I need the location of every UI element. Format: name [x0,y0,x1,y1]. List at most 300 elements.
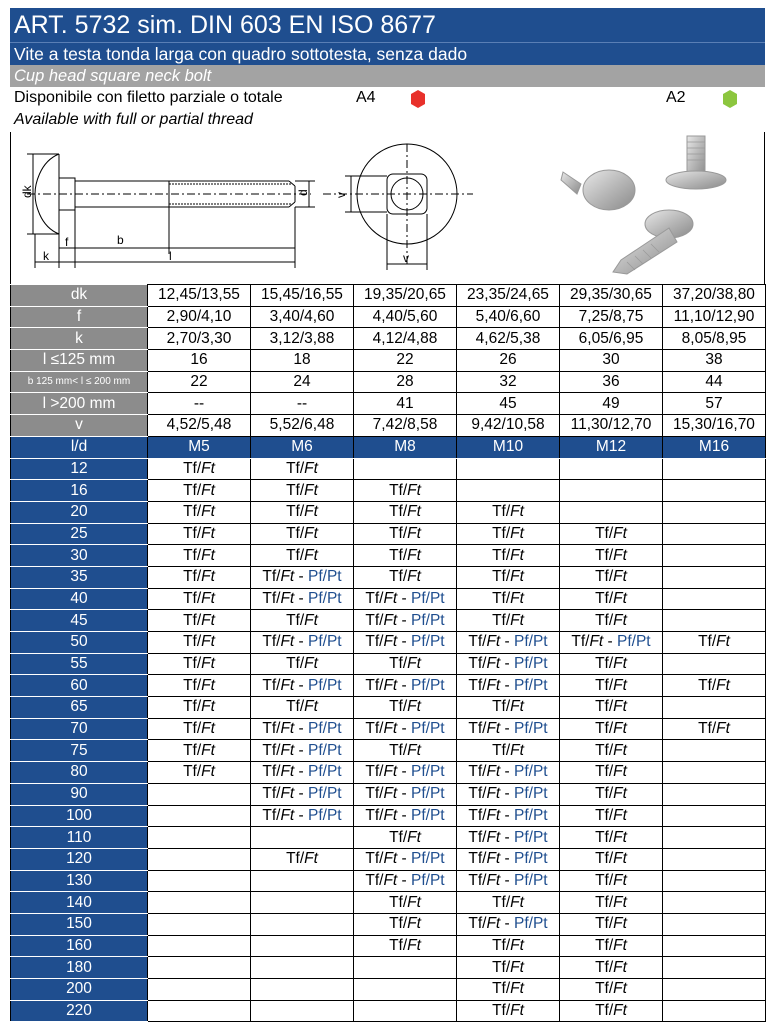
thread-separator: - [294,589,309,607]
availability-cell [354,458,457,480]
thread-separator: - [397,785,412,803]
availability-cell [251,740,354,762]
dimension-value: 15,45/16,55 [251,285,354,307]
thread-full-code: Tf/ [286,850,305,868]
thread-partial-code: Pf/Pt [411,806,445,824]
availability-cell [148,805,251,827]
availability-cell [663,718,766,740]
dimension-value: 32 [457,371,560,393]
thread-full-code: Tf/ [595,850,614,868]
dimension-value: 26 [457,350,560,372]
thread-full-code-italic: Ft [280,676,295,694]
length-row [11,870,766,892]
availability-cell [663,480,766,502]
availability-cell [457,783,560,805]
length-row [11,740,766,762]
thread-full-code-italic: Ft [280,720,295,738]
dimension-label: k [11,328,148,350]
thread-full-code: Tf/ [286,503,305,521]
availability-cell [251,935,354,957]
thread-full-code: Tf/ [183,589,202,607]
dimension-value: 4,12/4,88 [354,328,457,350]
availability-cell [457,935,560,957]
thread-separator: - [500,828,515,846]
availability-cell [251,653,354,675]
thread-full-code: Tf/ [389,503,408,521]
availability-cell [457,913,560,935]
thread-separator: - [500,633,515,651]
thread-full-code-italic: Ft [589,633,604,651]
length-label: 65 [11,697,148,719]
thread-partial-code: Pf/Pt [514,655,548,673]
thread-full-code-italic: Ft [407,503,421,521]
availability-cell [251,523,354,545]
availability-cell [251,979,354,1001]
dim-dk-label: dk [20,185,34,198]
availability-cell [251,827,354,849]
thread-full-code: Tf/ [286,524,305,542]
thread-full-code: Tf/ [389,936,408,954]
grade-a2-label: A2 [666,89,686,106]
thread-full-code: Tf/ [595,893,614,911]
thread-separator: - [294,741,309,759]
thread-full-code-italic: Ft [304,503,318,521]
thread-full-code: Tf/ [595,958,614,976]
thread-full-code-italic: Ft [613,546,627,564]
thread-separator: - [397,806,412,824]
availability-cell [663,957,766,979]
availability-cell [560,653,663,675]
length-row [11,632,766,654]
availability-cell [251,957,354,979]
thread-full-code: Tf/ [595,698,614,716]
availability-cell [663,740,766,762]
availability-cell [251,458,354,480]
thread-separator: - [500,676,515,694]
thread-full-code: Tf/ [389,524,408,542]
availability-cell [560,458,663,480]
availability-cell [148,740,251,762]
availability-cell [148,675,251,697]
dimension-value: 44 [663,371,766,393]
thread-full-code: Tf/ [262,741,281,759]
thread-full-code: Tf/ [365,871,384,889]
availability-cell [148,653,251,675]
thread-full-code-italic: Ft [613,568,627,586]
thread-full-code: Tf/ [262,589,281,607]
thread-full-code-italic: Ft [613,915,627,933]
length-label: 80 [11,762,148,784]
length-label: 120 [11,848,148,870]
availability-cell [354,480,457,502]
thread-partial-code: Pf/Pt [411,589,445,607]
thread-full-code-italic: Ft [716,633,730,651]
availability-cell [457,480,560,502]
thread-full-code-italic: Ft [407,481,421,499]
thread-partial-code: Pf/Pt [308,785,342,803]
thread-full-code: Tf/ [595,589,614,607]
thread-full-code-italic: Ft [613,524,627,542]
thread-partial-code: Pf/Pt [308,741,342,759]
dimension-value: 28 [354,371,457,393]
length-label: 12 [11,458,148,480]
availability-cell [148,979,251,1001]
thread-partial-code: Pf/Pt [308,720,342,738]
length-label: 90 [11,783,148,805]
availability-cell [457,827,560,849]
availability-cell [148,1000,251,1022]
availability-cell [663,935,766,957]
thread-full-code: Tf/ [365,785,384,803]
availability-italian: Disponibile con filetto parziale o totale [14,89,283,106]
thread-full-code-italic: Ft [201,481,215,499]
thread-partial-code: Pf/Pt [411,676,445,694]
availability-cell [663,458,766,480]
thread-full-code-italic: Ft [613,806,627,824]
thread-partial-code: Pf/Pt [308,568,342,586]
availability-cell [354,762,457,784]
dimension-value: 38 [663,350,766,372]
thread-full-code-italic: Ft [613,785,627,803]
availability-cell [560,545,663,567]
thread-full-code-italic: Ft [201,720,215,738]
thread-full-code-italic: Ft [383,763,398,781]
thread-full-code-italic: Ft [304,546,318,564]
availability-cell [148,913,251,935]
availability-cell [251,610,354,632]
availability-cell [148,501,251,523]
thread-full-code: Tf/ [468,828,487,846]
availability-cell [148,697,251,719]
availability-cell [560,979,663,1001]
availability-cell [354,566,457,588]
length-row [11,718,766,740]
thread-full-code-italic: Ft [383,611,398,629]
thread-full-code: Tf/ [389,546,408,564]
availability-cell [457,675,560,697]
dimension-value: 29,35/30,65 [560,285,663,307]
thread-partial-code: Pf/Pt [411,633,445,651]
availability-cell [663,697,766,719]
length-label: 180 [11,957,148,979]
availability-cell [457,805,560,827]
availability-cell [354,848,457,870]
dimension-label: dk [11,285,148,307]
availability-cell [663,610,766,632]
dimension-value: -- [148,393,251,415]
thread-partial-code: Pf/Pt [514,763,548,781]
size-header-row [11,436,766,458]
dimension-value: 7,25/8,75 [560,306,663,328]
subtitle-italian: Vite a testa tonda larga con quadro sottotesta, senza dado [10,42,765,65]
thread-partial-code: Pf/Pt [514,871,548,889]
length-row [11,697,766,719]
thread-full-code-italic: Ft [486,871,501,889]
availability-cell [560,718,663,740]
availability-cell [354,610,457,632]
thread-full-code-italic: Ft [613,589,627,607]
thread-full-code-italic: Ft [280,763,295,781]
availability-cell [560,480,663,502]
availability-cell [354,783,457,805]
availability-cell [663,848,766,870]
thread-full-code: Tf/ [183,611,202,629]
spec-table [10,284,766,1022]
thread-full-code-italic: Ft [383,806,398,824]
availability-english: Available with full or partial thread [14,111,253,128]
end-dim-v-label: v [334,192,348,198]
thread-full-code: Tf/ [595,546,614,564]
thread-full-code-italic: Ft [280,568,295,586]
product-photo [551,132,763,282]
dimension-value: 19,35/20,65 [354,285,457,307]
thread-full-code: Tf/ [595,655,614,673]
availability-cell [251,848,354,870]
thread-full-code: Tf/ [365,806,384,824]
thread-full-code: Tf/ [262,785,281,803]
availability-cell [354,588,457,610]
dimension-value: 3,40/4,60 [251,306,354,328]
length-label: 150 [11,913,148,935]
thread-full-code-italic: Ft [510,958,524,976]
thread-full-code: Tf/ [365,763,384,781]
thread-full-code-italic: Ft [510,568,524,586]
availability-cell [560,523,663,545]
thread-full-code: Tf/ [183,763,202,781]
thread-full-code: Tf/ [492,1002,511,1020]
size-header-m5: M5 [148,436,251,458]
dimension-value: 9,42/10,58 [457,415,560,437]
size-header-m12: M12 [560,436,663,458]
availability-cell [148,762,251,784]
dim-b-label: b [117,233,124,247]
dimension-value: 2,90/4,10 [148,306,251,328]
dimension-value: 24 [251,371,354,393]
thread-separator: - [500,850,515,868]
thread-full-code: Tf/ [389,828,408,846]
availability-cell [354,697,457,719]
availability-cell [251,588,354,610]
availability-cell [251,675,354,697]
thread-full-code-italic: Ft [407,936,421,954]
availability-cell [457,632,560,654]
availability-cell [148,632,251,654]
thread-full-code-italic: Ft [613,741,627,759]
dimension-label: b 125 mm< l ≤ 200 mm [11,371,148,393]
thread-full-code-italic: Ft [510,741,524,759]
thread-full-code-italic: Ft [201,763,215,781]
thread-full-code-italic: Ft [613,958,627,976]
thread-full-code-italic: Ft [486,806,501,824]
thread-full-code: Tf/ [595,611,614,629]
thread-full-code-italic: Ft [510,698,524,716]
dimension-value: 36 [560,371,663,393]
availability-cell [148,870,251,892]
thread-partial-code: Pf/Pt [308,676,342,694]
thread-full-code-italic: Ft [304,481,318,499]
thread-separator: - [397,611,412,629]
thread-full-code-italic: Ft [486,676,501,694]
length-label: 130 [11,870,148,892]
thread-full-code: Tf/ [183,655,202,673]
thread-full-code-italic: Ft [304,459,318,477]
thread-full-code: Tf/ [468,763,487,781]
length-row [11,458,766,480]
length-row [11,653,766,675]
green-hexagon-icon [722,89,738,109]
availability-cell [560,610,663,632]
thread-separator: - [500,785,515,803]
availability-cell [251,480,354,502]
availability-cell [251,870,354,892]
availability-cell [663,588,766,610]
thread-full-code-italic: Ft [486,850,501,868]
thread-full-code-italic: Ft [486,785,501,803]
thread-full-code: Tf/ [595,1002,614,1020]
availability-cell [560,675,663,697]
availability-cell [663,827,766,849]
availability-cell [663,566,766,588]
thread-full-code-italic: Ft [201,589,215,607]
thread-full-code: Tf/ [286,698,305,716]
thread-full-code: Tf/ [389,741,408,759]
availability-cell [354,805,457,827]
thread-full-code-italic: Ft [510,893,524,911]
thread-partial-code: Pf/Pt [411,763,445,781]
availability-cell [663,783,766,805]
length-label: 100 [11,805,148,827]
length-row [11,805,766,827]
thread-full-code-italic: Ft [201,611,215,629]
availability-cell [354,870,457,892]
length-row [11,957,766,979]
thread-separator: - [294,720,309,738]
availability-cell [354,632,457,654]
thread-full-code: Tf/ [183,720,202,738]
thread-full-code: Tf/ [365,850,384,868]
thread-full-code: Tf/ [595,676,614,694]
thread-full-code-italic: Ft [304,698,318,716]
availability-cell [560,762,663,784]
thread-full-code-italic: Ft [280,785,295,803]
thread-full-code: Tf/ [571,633,590,651]
availability-cell [148,588,251,610]
availability-cell [663,653,766,675]
availability-cell [663,892,766,914]
thread-full-code-italic: Ft [383,720,398,738]
availability-cell [457,501,560,523]
thread-full-code-italic: Ft [510,589,524,607]
thread-full-code-italic: Ft [201,503,215,521]
thread-full-code: Tf/ [183,568,202,586]
thread-full-code-italic: Ft [383,871,398,889]
thread-separator: - [294,763,309,781]
dimension-row [11,415,766,437]
thread-full-code-italic: Ft [304,655,318,673]
thread-full-code-italic: Ft [716,720,730,738]
thread-full-code-italic: Ft [613,655,627,673]
thread-partial-code: Pf/Pt [411,871,445,889]
availability-cell [663,632,766,654]
availability-cell [560,805,663,827]
thread-full-code: Tf/ [286,481,305,499]
length-label: 60 [11,675,148,697]
thread-full-code-italic: Ft [486,720,501,738]
availability-cell [148,458,251,480]
thread-full-code-italic: Ft [383,589,398,607]
length-row [11,935,766,957]
dimension-value: 4,62/5,38 [457,328,560,350]
dimension-label: l >200 mm [11,393,148,415]
thread-full-code: Tf/ [389,915,408,933]
thread-full-code-italic: Ft [613,871,627,889]
thread-full-code: Tf/ [365,589,384,607]
thread-separator: - [294,568,309,586]
thread-full-code: Tf/ [595,828,614,846]
thread-full-code-italic: Ft [407,655,421,673]
thread-full-code: Tf/ [262,568,281,586]
thread-full-code-italic: Ft [201,633,215,651]
thread-full-code-italic: Ft [383,785,398,803]
thread-partial-code: Pf/Pt [514,785,548,803]
availability-cell [560,870,663,892]
thread-full-code: Tf/ [492,503,511,521]
availability-cell [663,501,766,523]
thread-full-code-italic: Ft [510,936,524,954]
thread-full-code: Tf/ [492,546,511,564]
thread-partial-code: Pf/Pt [514,828,548,846]
availability-cell [457,762,560,784]
length-label: 70 [11,718,148,740]
thread-full-code: Tf/ [492,958,511,976]
thread-separator: - [294,785,309,803]
thread-full-code: Tf/ [262,763,281,781]
thread-separator: - [500,915,515,933]
thread-full-code: Tf/ [468,871,487,889]
thread-full-code: Tf/ [365,676,384,694]
thread-full-code: Tf/ [595,871,614,889]
length-row [11,783,766,805]
length-label: 110 [11,827,148,849]
thread-full-code-italic: Ft [613,611,627,629]
thread-full-code: Tf/ [698,633,717,651]
length-label: 50 [11,632,148,654]
dimension-value: 37,20/38,80 [663,285,766,307]
availability-cell [354,892,457,914]
availability-cell [663,545,766,567]
dimension-value: 2,70/3,30 [148,328,251,350]
thread-full-code: Tf/ [595,980,614,998]
availability-cell [560,783,663,805]
length-row [11,827,766,849]
thread-partial-code: Pf/Pt [411,611,445,629]
size-header-m8: M8 [354,436,457,458]
thread-separator: - [500,720,515,738]
thread-full-code-italic: Ft [280,633,295,651]
thread-full-code-italic: Ft [280,806,295,824]
availability-cell [354,913,457,935]
thread-full-code-italic: Ft [613,698,627,716]
dimension-value: 23,35/24,65 [457,285,560,307]
thread-full-code: Tf/ [389,655,408,673]
thread-full-code: Tf/ [595,524,614,542]
thread-full-code-italic: Ft [383,676,398,694]
thread-full-code: Tf/ [262,676,281,694]
thread-separator: - [500,871,515,889]
availability-cell [560,740,663,762]
thread-full-code: Tf/ [389,893,408,911]
thread-full-code: Tf/ [595,806,614,824]
